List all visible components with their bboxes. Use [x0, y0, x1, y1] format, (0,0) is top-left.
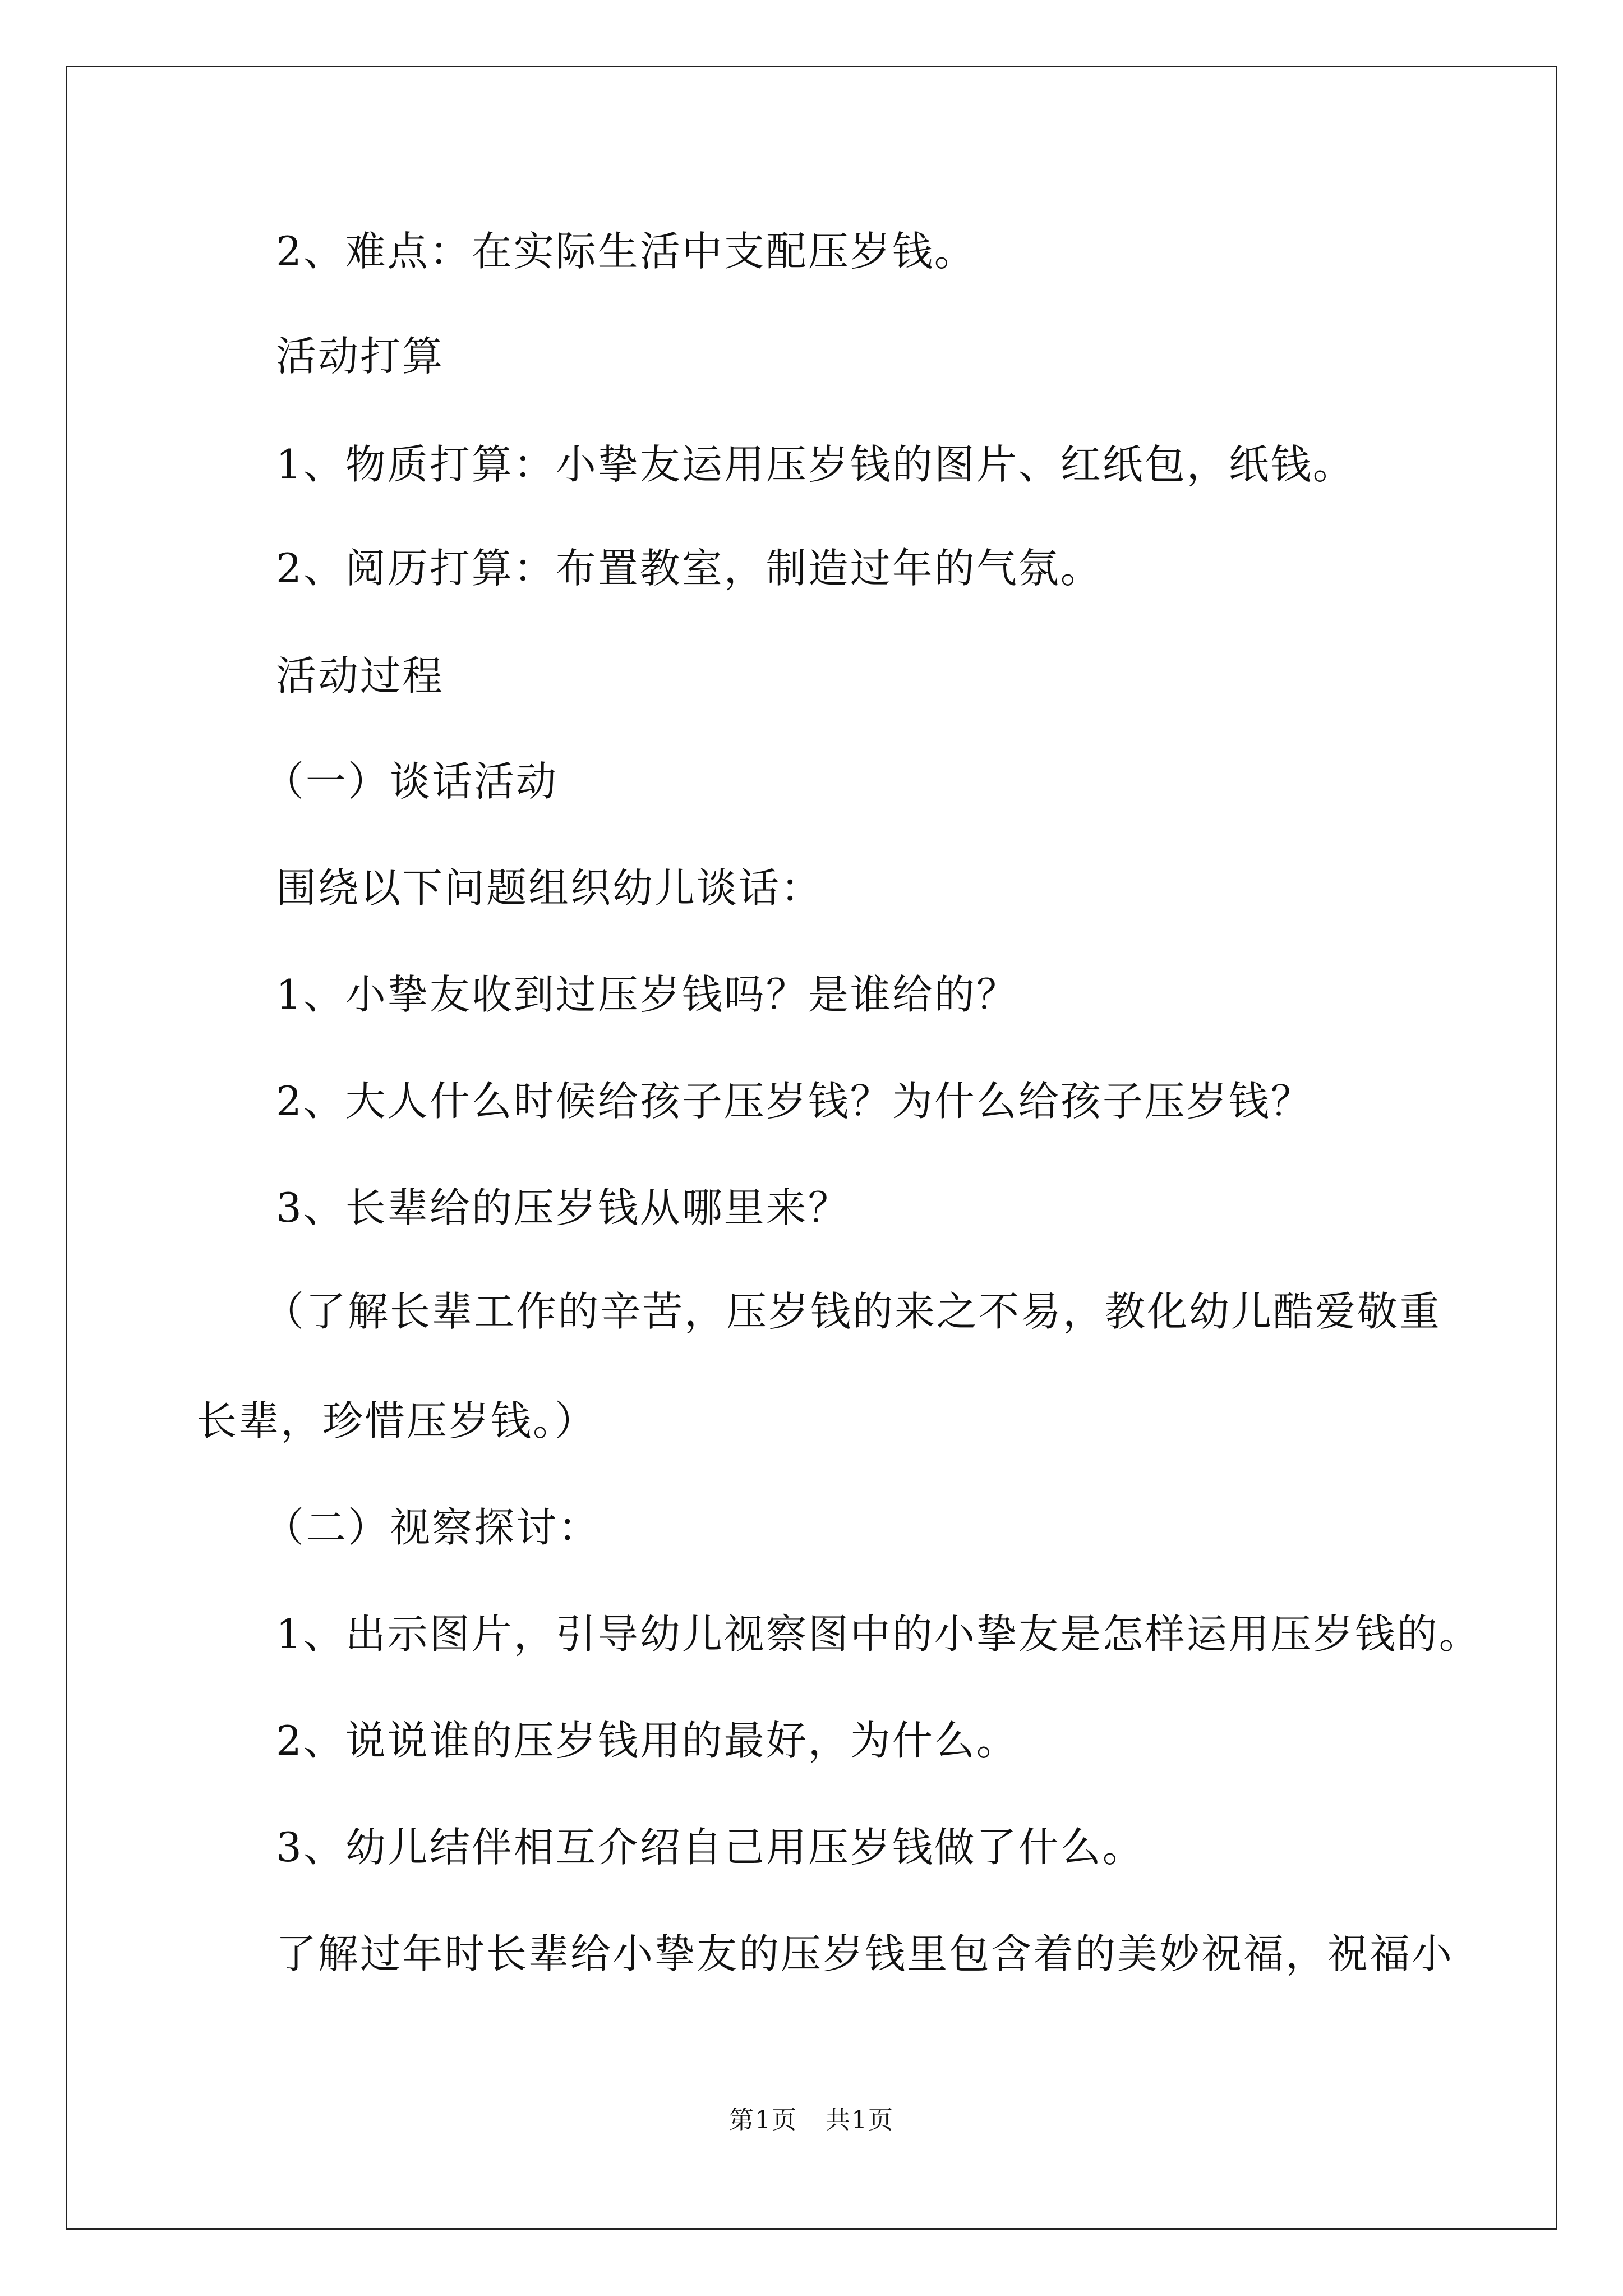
page-total: 共1页: [826, 2106, 894, 2134]
text-line-understand-blessing: 了解过年时长辈给小挚友的压岁钱里包含着的美妙祝福，祝福小: [276, 1930, 1454, 1977]
heading-activity-preparation: 活动打算: [276, 333, 445, 380]
text-line-best-use: 2、说说谁的压岁钱用的最好，为什么。: [276, 1717, 1018, 1764]
heading-activity-process: 活动过程: [276, 652, 445, 700]
text-line-difficulty: 2、难点：在实际生活中支配压岁钱。: [276, 228, 976, 275]
text-line-question-3: 3、长辈给的压岁钱从哪里来？: [276, 1184, 850, 1231]
text-line-question-2: 2、大人什么时候给孩子压岁钱？为什么给孩子压岁钱？: [276, 1078, 1313, 1125]
text-line-show-pictures: 1、出示图片，引导幼儿视察图中的小挚友是怎样运用压岁钱的。: [276, 1611, 1481, 1658]
page-border: [66, 66, 1557, 2230]
text-line-note-part-1: （了解长辈工作的辛苦，压岁钱的来之不易，教化幼儿酷爱敬重: [264, 1288, 1442, 1335]
text-line-experience-preparation: 2、阅历打算：布置教室，制造过年的气氛。: [276, 545, 1103, 592]
heading-observe-discuss: （二）视察探讨：: [264, 1504, 601, 1551]
text-line-note-part-2: 长辈，珍惜压岁钱。）: [196, 1397, 597, 1444]
page-number: 第1页: [729, 2106, 797, 2134]
page-footer: [0, 2105, 1623, 2136]
text-line-organize-talk: 围绕以下问题组织幼儿谈话：: [276, 864, 823, 912]
text-line-introduce: 3、幼儿结伴相互介绍自己用压岁钱做了什么。: [276, 1824, 1145, 1871]
text-line-question-1: 1、小挚友收到过压岁钱吗？是谁给的？: [276, 971, 1018, 1018]
text-line-material-preparation: 1、物质打算：小挚友运用压岁钱的图片、红纸包，纸钱。: [276, 441, 1355, 488]
heading-talk-activity: （一）谈话活动: [264, 758, 559, 805]
